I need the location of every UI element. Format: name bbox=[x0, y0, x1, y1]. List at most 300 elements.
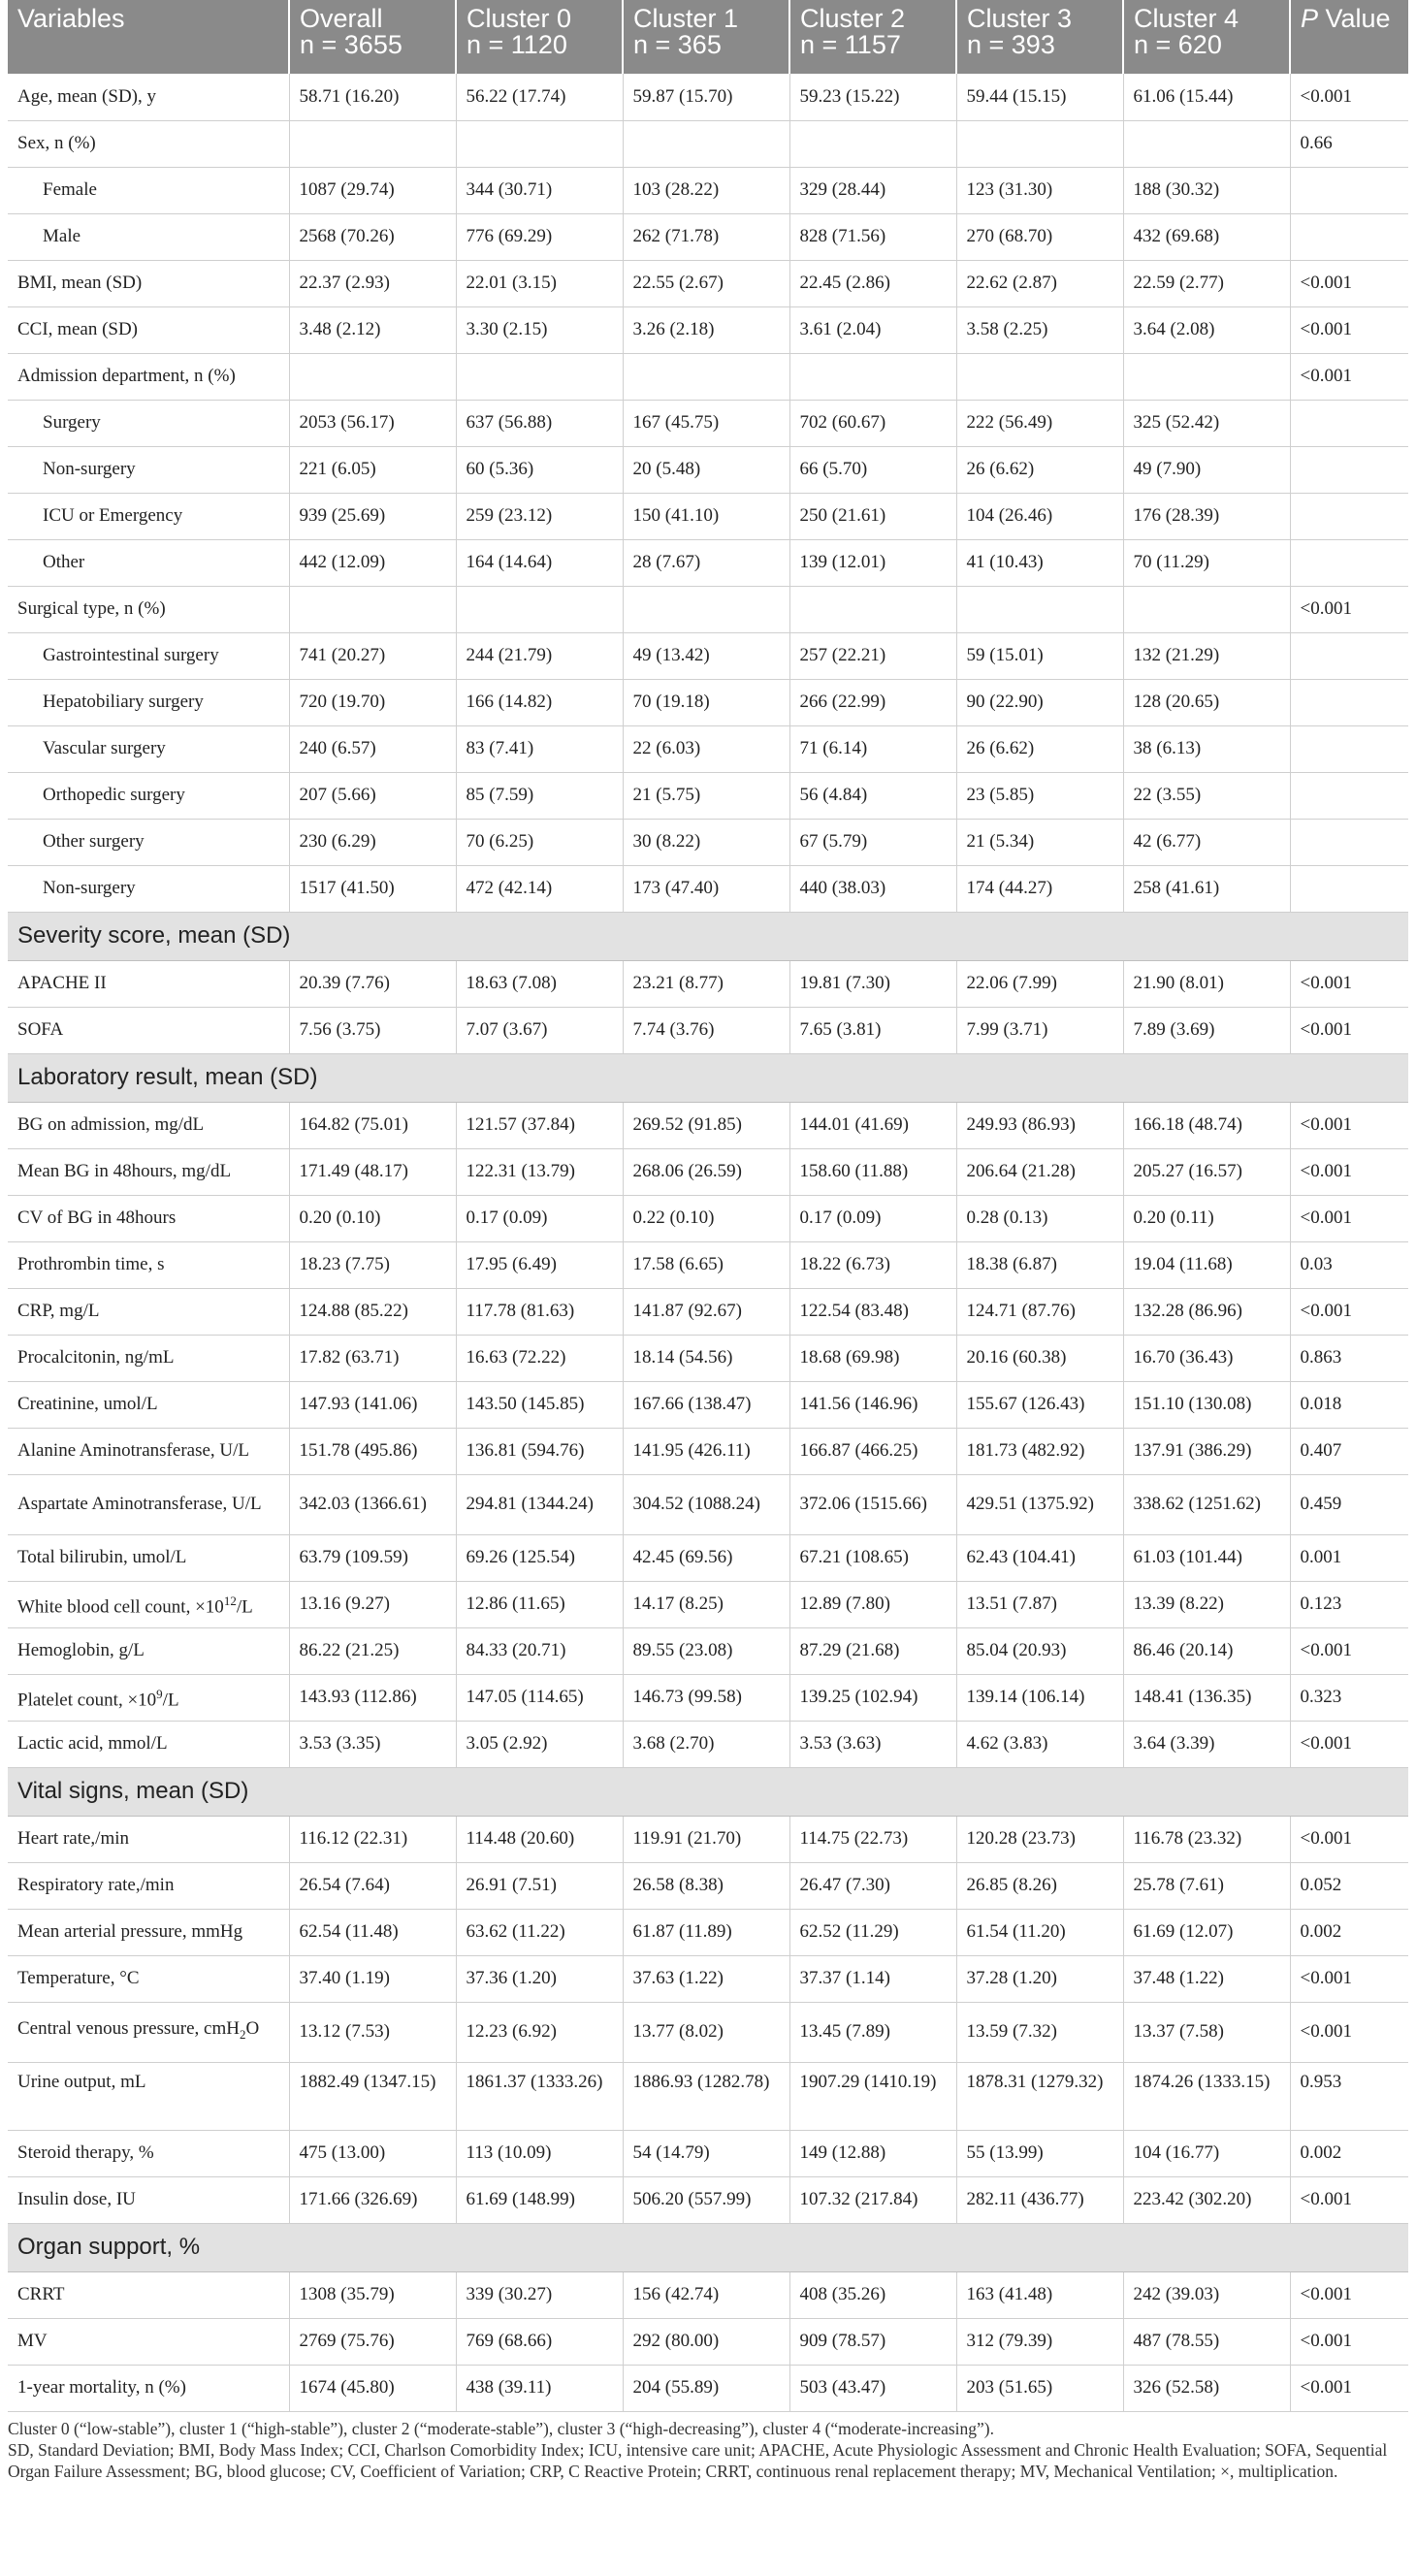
row-label bbox=[8, 2318, 289, 2365]
row-label bbox=[8, 1581, 289, 1627]
row-label-text: Creatinine, umol/L bbox=[17, 1394, 158, 1414]
value-cell: 122.54 (83.48) bbox=[789, 1288, 956, 1335]
value-cell: 3.26 (2.18) bbox=[623, 306, 789, 353]
p-value-cell: <0.001 bbox=[1290, 1102, 1408, 1148]
row-label-text: Admission department, n (%) bbox=[17, 366, 236, 386]
value-cell: 104 (26.46) bbox=[956, 493, 1123, 539]
value-cell bbox=[456, 586, 623, 632]
row-label-text: Total bilirubin, umol/L bbox=[17, 1547, 187, 1567]
row-label bbox=[8, 1627, 289, 1674]
footnote-abbreviations: SD, Standard Deviation; BMI, Body Mass Index; CCI, Charlson Comorbidity Index; ICU, intensive care unit; APACHE, Acute Physiologic Assessment and Chronic Health Evaluation; SOFA, Sequential Organ Failure Assessment; BG, blood glucose; CV, Coefficient of Variation; CRP, C Reactive Protein; CRRT, continuous renal replacement therapy; MV, Mechanical Ventilation; ×, multiplication. bbox=[8, 2439, 1388, 2481]
value-cell: 22.62 (2.87) bbox=[956, 260, 1123, 306]
header-col-title: Cluster 2 bbox=[800, 4, 906, 33]
table-row bbox=[8, 493, 1408, 539]
value-cell: 171.66 (326.69) bbox=[289, 2176, 456, 2223]
value-cell: 25.78 (7.61) bbox=[1123, 1862, 1290, 1909]
header-col-title: Overall bbox=[300, 4, 383, 33]
section-header-row bbox=[8, 912, 1408, 960]
row-label-text: Non-surgery bbox=[43, 878, 136, 898]
row-label-text: BG on admission, mg/dL bbox=[17, 1114, 205, 1135]
header-cluster-3 bbox=[956, 0, 1123, 74]
row-label bbox=[8, 74, 289, 120]
section-title: Severity score, mean (SD) bbox=[8, 912, 1408, 960]
row-label bbox=[8, 493, 289, 539]
table-row bbox=[8, 586, 1408, 632]
value-cell: 0.20 (0.11) bbox=[1123, 1195, 1290, 1241]
value-cell: 144.01 (41.69) bbox=[789, 1102, 956, 1148]
value-cell: 70 (11.29) bbox=[1123, 539, 1290, 586]
value-cell: 63.79 (109.59) bbox=[289, 1534, 456, 1581]
row-label-text: Procalcitonin, ng/mL bbox=[17, 1347, 175, 1368]
p-value-cell: 0.002 bbox=[1290, 2130, 1408, 2176]
value-cell: 147.05 (114.65) bbox=[456, 1674, 623, 1721]
p-value-cell bbox=[1290, 400, 1408, 446]
value-cell: 86.46 (20.14) bbox=[1123, 1627, 1290, 1674]
value-cell: 503 (43.47) bbox=[789, 2365, 956, 2411]
p-value-cell: 0.459 bbox=[1290, 1474, 1408, 1534]
p-value-cell: 0.052 bbox=[1290, 1862, 1408, 1909]
p-value-cell: <0.001 bbox=[1290, 1288, 1408, 1335]
value-cell: 23.21 (8.77) bbox=[623, 960, 789, 1007]
value-cell: 42 (6.77) bbox=[1123, 819, 1290, 865]
row-label bbox=[8, 1148, 289, 1195]
table-row bbox=[8, 1335, 1408, 1381]
value-cell: 59 (15.01) bbox=[956, 632, 1123, 679]
value-cell: 3.68 (2.70) bbox=[623, 1721, 789, 1767]
header-col-title: Cluster 3 bbox=[967, 4, 1073, 33]
value-cell: 18.68 (69.98) bbox=[789, 1335, 956, 1381]
value-cell: 16.63 (72.22) bbox=[456, 1335, 623, 1381]
value-cell: 124.88 (85.22) bbox=[289, 1288, 456, 1335]
value-cell: 61.54 (11.20) bbox=[956, 1909, 1123, 1955]
p-value-cell bbox=[1290, 772, 1408, 819]
row-label-text: White blood cell count, ×10 bbox=[17, 1596, 224, 1618]
row-label bbox=[8, 260, 289, 306]
value-cell: 292 (80.00) bbox=[623, 2318, 789, 2365]
row-label bbox=[8, 2002, 289, 2062]
value-cell: 139 (12.01) bbox=[789, 539, 956, 586]
p-value-cell bbox=[1290, 493, 1408, 539]
row-label bbox=[8, 1102, 289, 1148]
value-cell: 13.45 (7.89) bbox=[789, 2002, 956, 2062]
value-cell: 338.62 (1251.62) bbox=[1123, 1474, 1290, 1534]
row-label bbox=[8, 1007, 289, 1053]
value-cell: 28 (7.67) bbox=[623, 539, 789, 586]
value-cell: 12.23 (6.92) bbox=[456, 2002, 623, 2062]
value-cell: 294.81 (1344.24) bbox=[456, 1474, 623, 1534]
value-cell: 22.01 (3.15) bbox=[456, 260, 623, 306]
value-cell bbox=[289, 353, 456, 400]
table-row bbox=[8, 1148, 1408, 1195]
value-cell: 143.93 (112.86) bbox=[289, 1674, 456, 1721]
value-cell: 70 (19.18) bbox=[623, 679, 789, 725]
value-cell: 702 (60.67) bbox=[789, 400, 956, 446]
value-cell: 136.81 (594.76) bbox=[456, 1428, 623, 1474]
row-label-text: CRP, mg/L bbox=[17, 1301, 100, 1321]
value-cell: 7.89 (3.69) bbox=[1123, 1007, 1290, 1053]
value-cell: 19.04 (11.68) bbox=[1123, 1241, 1290, 1288]
table-row bbox=[8, 1909, 1408, 1955]
table-row bbox=[8, 1627, 1408, 1674]
value-cell: 221 (6.05) bbox=[289, 446, 456, 493]
value-cell: 62.54 (11.48) bbox=[289, 1909, 456, 1955]
p-value-cell bbox=[1290, 819, 1408, 865]
value-cell: 0.28 (0.13) bbox=[956, 1195, 1123, 1241]
p-value-cell: <0.001 bbox=[1290, 1816, 1408, 1862]
row-label bbox=[8, 679, 289, 725]
row-label-text: Male bbox=[43, 226, 81, 246]
value-cell: 326 (52.58) bbox=[1123, 2365, 1290, 2411]
value-cell: 26 (6.62) bbox=[956, 446, 1123, 493]
row-label bbox=[8, 1721, 289, 1767]
value-cell: 26.91 (7.51) bbox=[456, 1862, 623, 1909]
value-cell: 87.29 (21.68) bbox=[789, 1627, 956, 1674]
value-cell: 3.30 (2.15) bbox=[456, 306, 623, 353]
value-cell: 146.73 (99.58) bbox=[623, 1674, 789, 1721]
value-cell: 173 (47.40) bbox=[623, 865, 789, 912]
row-label-text: Steroid therapy, % bbox=[17, 2142, 154, 2163]
value-cell: 38 (6.13) bbox=[1123, 725, 1290, 772]
table-footnotes bbox=[8, 2418, 1408, 2482]
p-value-cell: 0.03 bbox=[1290, 1241, 1408, 1288]
value-cell: 17.95 (6.49) bbox=[456, 1241, 623, 1288]
table-row bbox=[8, 260, 1408, 306]
value-cell: 117.78 (81.63) bbox=[456, 1288, 623, 1335]
table-row bbox=[8, 1581, 1408, 1627]
value-cell: 137.91 (386.29) bbox=[1123, 1428, 1290, 1474]
value-cell bbox=[789, 586, 956, 632]
header-col-title: Cluster 1 bbox=[633, 4, 739, 33]
row-label-text: APACHE II bbox=[17, 973, 107, 993]
table-row bbox=[8, 725, 1408, 772]
row-label bbox=[8, 1909, 289, 1955]
value-cell: 637 (56.88) bbox=[456, 400, 623, 446]
row-label-text: Non-surgery bbox=[43, 459, 136, 479]
value-cell: 203 (51.65) bbox=[956, 2365, 1123, 2411]
header-variables bbox=[8, 0, 289, 74]
value-cell: 18.23 (7.75) bbox=[289, 1241, 456, 1288]
row-label bbox=[8, 353, 289, 400]
section-header-row bbox=[8, 1767, 1408, 1816]
header-cluster-2 bbox=[789, 0, 956, 74]
row-label-text: BMI, mean (SD) bbox=[17, 273, 143, 293]
value-cell: 37.40 (1.19) bbox=[289, 1955, 456, 2002]
value-cell: 22 (6.03) bbox=[623, 725, 789, 772]
table-row bbox=[8, 632, 1408, 679]
value-cell: 116.78 (23.32) bbox=[1123, 1816, 1290, 1862]
value-cell: 139.14 (106.14) bbox=[956, 1674, 1123, 1721]
value-cell: 37.36 (1.20) bbox=[456, 1955, 623, 2002]
table-row bbox=[8, 539, 1408, 586]
value-cell: 250 (21.61) bbox=[789, 493, 956, 539]
value-cell: 7.99 (3.71) bbox=[956, 1007, 1123, 1053]
p-value-cell bbox=[1290, 167, 1408, 213]
row-label bbox=[8, 2176, 289, 2223]
value-cell: 939 (25.69) bbox=[289, 493, 456, 539]
value-cell: 148.41 (136.35) bbox=[1123, 1674, 1290, 1721]
row-label-text: Surgical type, n (%) bbox=[17, 598, 166, 619]
row-label bbox=[8, 1428, 289, 1474]
value-cell: 909 (78.57) bbox=[789, 2318, 956, 2365]
value-cell: 49 (13.42) bbox=[623, 632, 789, 679]
table-row bbox=[8, 819, 1408, 865]
row-label bbox=[8, 1674, 289, 1721]
table-row bbox=[8, 1534, 1408, 1581]
table-row bbox=[8, 446, 1408, 493]
value-cell: 438 (39.11) bbox=[456, 2365, 623, 2411]
row-label-text: Temperature, °C bbox=[17, 1968, 140, 1988]
value-cell: 0.20 (0.10) bbox=[289, 1195, 456, 1241]
p-value-cell bbox=[1290, 865, 1408, 912]
value-cell: 4.62 (3.83) bbox=[956, 1721, 1123, 1767]
header-col-n: n = 3655 bbox=[300, 30, 402, 59]
value-cell: 181.73 (482.92) bbox=[956, 1428, 1123, 1474]
table-row bbox=[8, 679, 1408, 725]
value-cell: 61.69 (148.99) bbox=[456, 2176, 623, 2223]
value-cell: 42.45 (69.56) bbox=[623, 1534, 789, 1581]
value-cell: 13.12 (7.53) bbox=[289, 2002, 456, 2062]
row-label bbox=[8, 539, 289, 586]
value-cell: 71 (6.14) bbox=[789, 725, 956, 772]
value-cell: 37.28 (1.20) bbox=[956, 1955, 1123, 2002]
value-cell: 30 (8.22) bbox=[623, 819, 789, 865]
section-header-row bbox=[8, 1053, 1408, 1102]
value-cell: 741 (20.27) bbox=[289, 632, 456, 679]
value-cell: 339 (30.27) bbox=[456, 2271, 623, 2318]
value-cell: 282.11 (436.77) bbox=[956, 2176, 1123, 2223]
value-cell: 244 (21.79) bbox=[456, 632, 623, 679]
value-cell bbox=[1123, 586, 1290, 632]
row-label bbox=[8, 1816, 289, 1862]
row-label-text: ICU or Emergency bbox=[43, 505, 183, 526]
value-cell: 55 (13.99) bbox=[956, 2130, 1123, 2176]
value-cell: 66 (5.70) bbox=[789, 446, 956, 493]
row-label-text: CCI, mean (SD) bbox=[17, 319, 139, 339]
p-value-cell: <0.001 bbox=[1290, 1721, 1408, 1767]
row-label-text: CRRT bbox=[17, 2284, 65, 2304]
p-value-cell: <0.001 bbox=[1290, 353, 1408, 400]
value-cell: 776 (69.29) bbox=[456, 213, 623, 260]
row-label bbox=[8, 213, 289, 260]
value-cell: 342.03 (1366.61) bbox=[289, 1474, 456, 1534]
p-value-cell: 0.323 bbox=[1290, 1674, 1408, 1721]
value-cell: 21 (5.34) bbox=[956, 819, 1123, 865]
header-col-n: n = 1157 bbox=[800, 30, 901, 59]
table-row bbox=[8, 1428, 1408, 1474]
value-cell: 2053 (56.17) bbox=[289, 400, 456, 446]
row-label-text: Surgery bbox=[43, 412, 101, 433]
section-title: Vital signs, mean (SD) bbox=[8, 1767, 1408, 1816]
value-cell: 89.55 (23.08) bbox=[623, 1627, 789, 1674]
header-col-title: Cluster 4 bbox=[1134, 4, 1239, 33]
value-cell: 61.06 (15.44) bbox=[1123, 74, 1290, 120]
row-label bbox=[8, 2062, 289, 2130]
p-value-cell bbox=[1290, 679, 1408, 725]
value-cell: 242 (39.03) bbox=[1123, 2271, 1290, 2318]
value-cell: 270 (68.70) bbox=[956, 213, 1123, 260]
value-cell: 18.38 (6.87) bbox=[956, 1241, 1123, 1288]
row-label-superscript: 12 bbox=[223, 1593, 237, 1608]
value-cell bbox=[789, 120, 956, 167]
table-row bbox=[8, 1007, 1408, 1053]
value-cell: 304.52 (1088.24) bbox=[623, 1474, 789, 1534]
value-cell: 60 (5.36) bbox=[456, 446, 623, 493]
p-value-cell bbox=[1290, 632, 1408, 679]
value-cell bbox=[956, 120, 1123, 167]
value-cell: 85.04 (20.93) bbox=[956, 1627, 1123, 1674]
value-cell: 442 (12.09) bbox=[289, 539, 456, 586]
value-cell: 1674 (45.80) bbox=[289, 2365, 456, 2411]
value-cell: 62.43 (104.41) bbox=[956, 1534, 1123, 1581]
value-cell: 19.81 (7.30) bbox=[789, 960, 956, 1007]
value-cell: 56 (4.84) bbox=[789, 772, 956, 819]
value-cell: 1087 (29.74) bbox=[289, 167, 456, 213]
value-cell bbox=[623, 120, 789, 167]
value-cell: 128 (20.65) bbox=[1123, 679, 1290, 725]
value-cell: 344 (30.71) bbox=[456, 167, 623, 213]
value-cell: 86.22 (21.25) bbox=[289, 1627, 456, 1674]
value-cell: 37.63 (1.22) bbox=[623, 1955, 789, 2002]
table-header bbox=[8, 0, 1408, 74]
value-cell: 188 (30.32) bbox=[1123, 167, 1290, 213]
row-label-text: Other bbox=[43, 552, 85, 572]
table-row bbox=[8, 120, 1408, 167]
header-col-n: n = 365 bbox=[633, 30, 722, 59]
table-row bbox=[8, 1674, 1408, 1721]
p-value-cell: <0.001 bbox=[1290, 2365, 1408, 2411]
value-cell: 266 (22.99) bbox=[789, 679, 956, 725]
p-value-cell: 0.66 bbox=[1290, 120, 1408, 167]
value-cell bbox=[789, 353, 956, 400]
value-cell: 312 (79.39) bbox=[956, 2318, 1123, 2365]
value-cell: 132 (21.29) bbox=[1123, 632, 1290, 679]
value-cell bbox=[1123, 353, 1290, 400]
value-cell: 206.64 (21.28) bbox=[956, 1148, 1123, 1195]
value-cell: 167 (45.75) bbox=[623, 400, 789, 446]
p-value-cell: <0.001 bbox=[1290, 586, 1408, 632]
row-label bbox=[8, 772, 289, 819]
value-cell bbox=[956, 586, 1123, 632]
value-cell: 22 (3.55) bbox=[1123, 772, 1290, 819]
value-cell: 268.06 (26.59) bbox=[623, 1148, 789, 1195]
row-label bbox=[8, 1195, 289, 1241]
row-label-text: Insulin dose, IU bbox=[17, 2189, 136, 2209]
value-cell: 56.22 (17.74) bbox=[456, 74, 623, 120]
value-cell: 166.18 (48.74) bbox=[1123, 1102, 1290, 1148]
value-cell: 22.55 (2.67) bbox=[623, 260, 789, 306]
value-cell: 3.64 (3.39) bbox=[1123, 1721, 1290, 1767]
value-cell: 472 (42.14) bbox=[456, 865, 623, 912]
value-cell: 17.58 (6.65) bbox=[623, 1241, 789, 1288]
results-table-container bbox=[8, 0, 1408, 2482]
value-cell: 223.42 (302.20) bbox=[1123, 2176, 1290, 2223]
value-cell: 13.59 (7.32) bbox=[956, 2002, 1123, 2062]
header-p-rest: Value bbox=[1318, 4, 1391, 33]
value-cell bbox=[289, 586, 456, 632]
value-cell: 67 (5.79) bbox=[789, 819, 956, 865]
value-cell: 164 (14.64) bbox=[456, 539, 623, 586]
value-cell: 21 (5.75) bbox=[623, 772, 789, 819]
section-title: Laboratory result, mean (SD) bbox=[8, 1053, 1408, 1102]
value-cell: 166 (14.82) bbox=[456, 679, 623, 725]
row-label-text: Mean BG in 48hours, mg/dL bbox=[17, 1161, 232, 1181]
value-cell: 1861.37 (1333.26) bbox=[456, 2062, 623, 2130]
value-cell: 156 (42.74) bbox=[623, 2271, 789, 2318]
table-row bbox=[8, 306, 1408, 353]
value-cell: 13.16 (9.27) bbox=[289, 1581, 456, 1627]
value-cell: 20.16 (60.38) bbox=[956, 1335, 1123, 1381]
value-cell: 20 (5.48) bbox=[623, 446, 789, 493]
value-cell: 7.74 (3.76) bbox=[623, 1007, 789, 1053]
row-label-text: Hemoglobin, g/L bbox=[17, 1640, 145, 1660]
row-label-text: SOFA bbox=[17, 1019, 64, 1040]
p-value-cell: <0.001 bbox=[1290, 1955, 1408, 2002]
value-cell: 83 (7.41) bbox=[456, 725, 623, 772]
value-cell bbox=[456, 120, 623, 167]
row-label-text: Female bbox=[43, 179, 97, 200]
header-cluster-0 bbox=[456, 0, 623, 74]
value-cell: 67.21 (108.65) bbox=[789, 1534, 956, 1581]
value-cell bbox=[623, 586, 789, 632]
p-value-cell: <0.001 bbox=[1290, 74, 1408, 120]
value-cell: 7.07 (3.67) bbox=[456, 1007, 623, 1053]
table-row bbox=[8, 167, 1408, 213]
value-cell: 37.37 (1.14) bbox=[789, 1955, 956, 2002]
row-label-text: Age, mean (SD), y bbox=[17, 85, 156, 107]
value-cell bbox=[956, 353, 1123, 400]
row-label bbox=[8, 1288, 289, 1335]
table-row bbox=[8, 2130, 1408, 2176]
value-cell: 3.61 (2.04) bbox=[789, 306, 956, 353]
value-cell: 3.48 (2.12) bbox=[289, 306, 456, 353]
table-row bbox=[8, 1102, 1408, 1148]
value-cell bbox=[289, 120, 456, 167]
value-cell: 3.53 (3.63) bbox=[789, 1721, 956, 1767]
value-cell: 37.48 (1.22) bbox=[1123, 1955, 1290, 2002]
row-label bbox=[8, 632, 289, 679]
p-value-cell: <0.001 bbox=[1290, 1148, 1408, 1195]
row-label bbox=[8, 167, 289, 213]
value-cell: 18.14 (54.56) bbox=[623, 1335, 789, 1381]
table-row bbox=[8, 400, 1408, 446]
header-p-value bbox=[1290, 0, 1408, 74]
section-header-row bbox=[8, 2223, 1408, 2271]
table-row bbox=[8, 353, 1408, 400]
value-cell: 149 (12.88) bbox=[789, 2130, 956, 2176]
value-cell: 429.51 (1375.92) bbox=[956, 1474, 1123, 1534]
value-cell: 163 (41.48) bbox=[956, 2271, 1123, 2318]
value-cell: 62.52 (11.29) bbox=[789, 1909, 956, 1955]
p-value-cell: 0.407 bbox=[1290, 1428, 1408, 1474]
value-cell: 269.52 (91.85) bbox=[623, 1102, 789, 1148]
value-cell: 720 (19.70) bbox=[289, 679, 456, 725]
value-cell: 2568 (70.26) bbox=[289, 213, 456, 260]
value-cell: 230 (6.29) bbox=[289, 819, 456, 865]
value-cell: 124.71 (87.76) bbox=[956, 1288, 1123, 1335]
p-value-cell: <0.001 bbox=[1290, 2318, 1408, 2365]
row-label-text: Gastrointestinal surgery bbox=[43, 645, 219, 665]
row-label-unit-tail: /L bbox=[236, 1596, 253, 1618]
p-value-cell: <0.001 bbox=[1290, 2271, 1408, 2318]
p-value-cell: <0.001 bbox=[1290, 2002, 1408, 2062]
header-p-italic: P bbox=[1301, 4, 1319, 33]
p-value-cell bbox=[1290, 539, 1408, 586]
row-label bbox=[8, 1335, 289, 1381]
value-cell: 13.37 (7.58) bbox=[1123, 2002, 1290, 2062]
row-label-text: Other surgery bbox=[43, 831, 145, 852]
row-label-unit-tail: /L bbox=[162, 1690, 179, 1711]
row-label bbox=[8, 819, 289, 865]
